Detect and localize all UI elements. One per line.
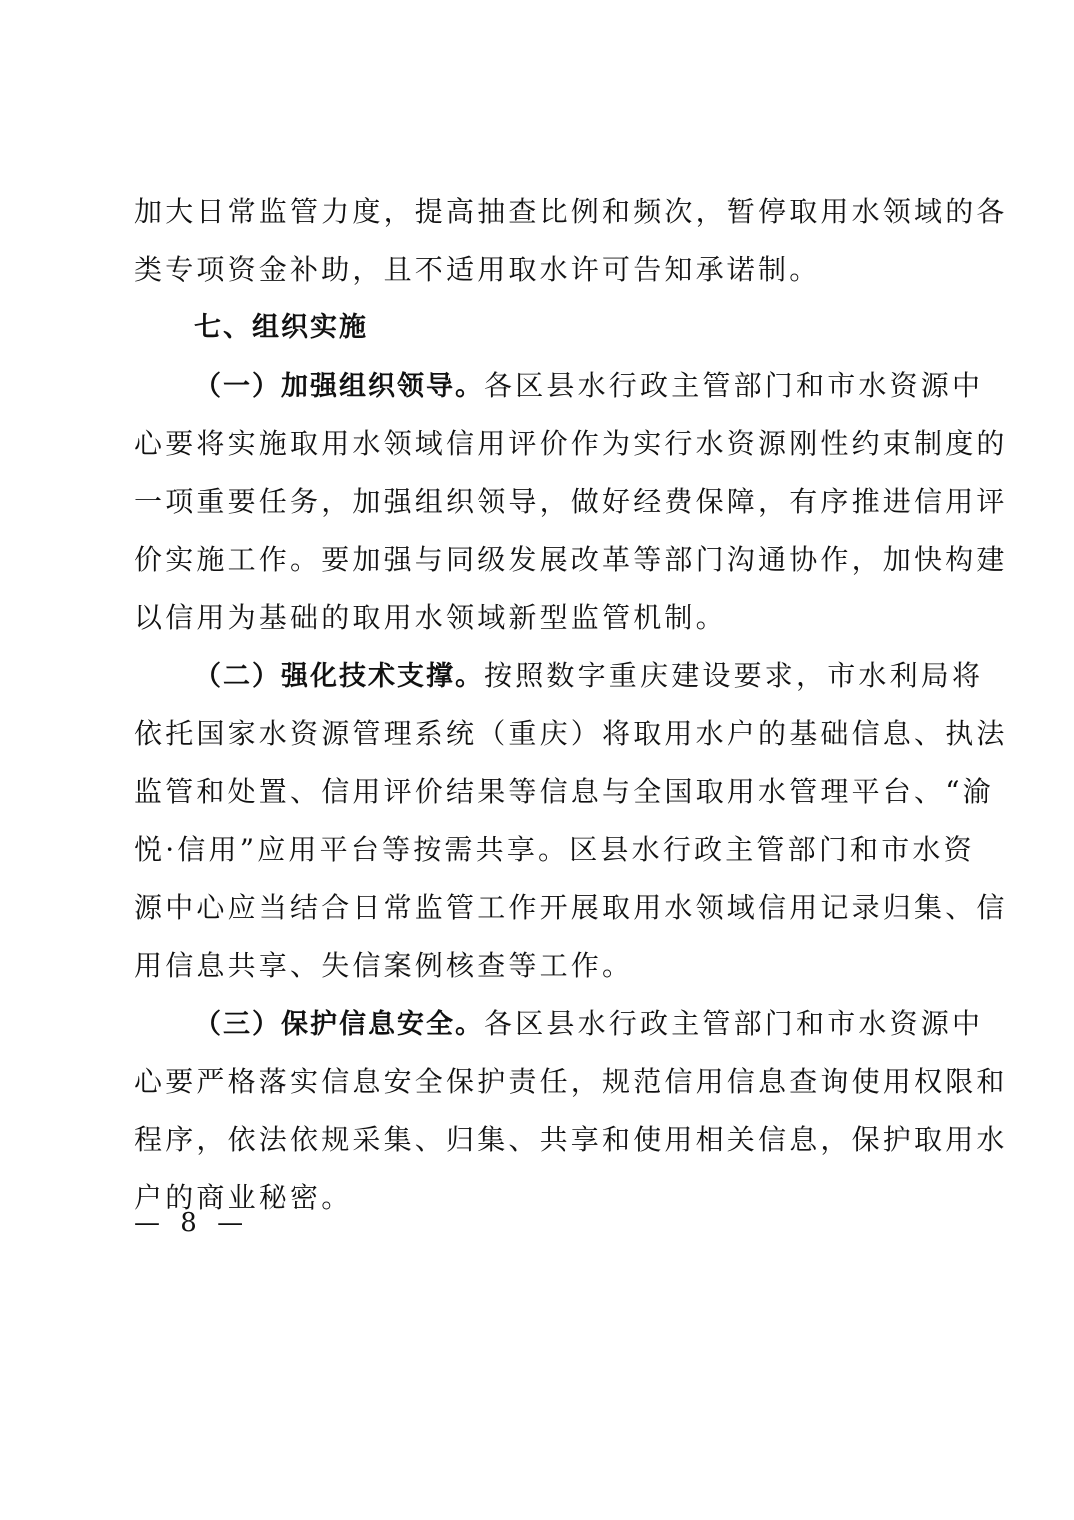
paragraph-line: 依托国家水资源管理系统（重庆）将取用水户的基础信息、执法 bbox=[134, 717, 1008, 750]
paragraph-first-line bbox=[134, 357, 984, 415]
paragraph-lead: （三）保护信息安全。 bbox=[194, 1009, 484, 1040]
paragraph-line: 心要严格落实信息安全保护责任，规范信用信息查询使用权限和 bbox=[134, 1065, 1008, 1098]
paragraph-line: 监管和处置、信用评价结果等信息与全国取用水管理平台、“渝 bbox=[134, 775, 994, 808]
paragraph-line: 悦·信用”应用平台等按需共享。区县水行政主管部门和市水资 bbox=[134, 833, 975, 866]
paragraph-first-text: 各区县水行政主管部门和市水资源中 bbox=[484, 1007, 984, 1040]
paragraph-line: 一项重要任务，加强组织领导，做好经费保障，有序推进信用评 bbox=[134, 485, 1008, 518]
paragraph-lead: （二）强化技术支撑。 bbox=[194, 661, 484, 692]
paragraph-line: 加大日常监管力度，提高抽查比例和频次，暂停取用水领域的各 bbox=[134, 195, 1008, 228]
paragraph-lead: （一）加强组织领导。 bbox=[194, 371, 484, 402]
paragraph-line: 程序，依法依规采集、归集、共享和使用相关信息，保护取用水 bbox=[134, 1123, 1008, 1156]
paragraph-line: 户的商业秘密。 bbox=[134, 1181, 353, 1214]
paragraph-line: 源中心应当结合日常监管工作开展取用水领域信用记录归集、信 bbox=[134, 891, 1008, 924]
document-body bbox=[134, 183, 1008, 1227]
paragraph-first-text: 按照数字重庆建设要求，市水利局将 bbox=[484, 659, 984, 692]
paragraph-first-line bbox=[134, 995, 984, 1053]
paragraph-line: 价实施工作。要加强与同级发展改革等部门沟通协作，加快构建 bbox=[134, 543, 1008, 576]
paragraph-first-line bbox=[134, 647, 984, 705]
paragraph-line: 以信用为基础的取用水领域新型监管机制。 bbox=[134, 601, 727, 634]
page-number: — 8 — bbox=[134, 1208, 250, 1238]
paragraph-line: 心要将实施取用水领域信用评价作为实行水资源刚性约束制度的 bbox=[134, 427, 1008, 460]
paragraph-first-text: 各区县水行政主管部门和市水资源中 bbox=[484, 369, 984, 402]
paragraph-line: 用信息共享、失信案例核查等工作。 bbox=[134, 949, 634, 982]
paragraph-line: 类专项资金补助，且不适用取水许可告知承诺制。 bbox=[134, 253, 821, 286]
section-heading: 七、组织实施 bbox=[194, 312, 368, 343]
